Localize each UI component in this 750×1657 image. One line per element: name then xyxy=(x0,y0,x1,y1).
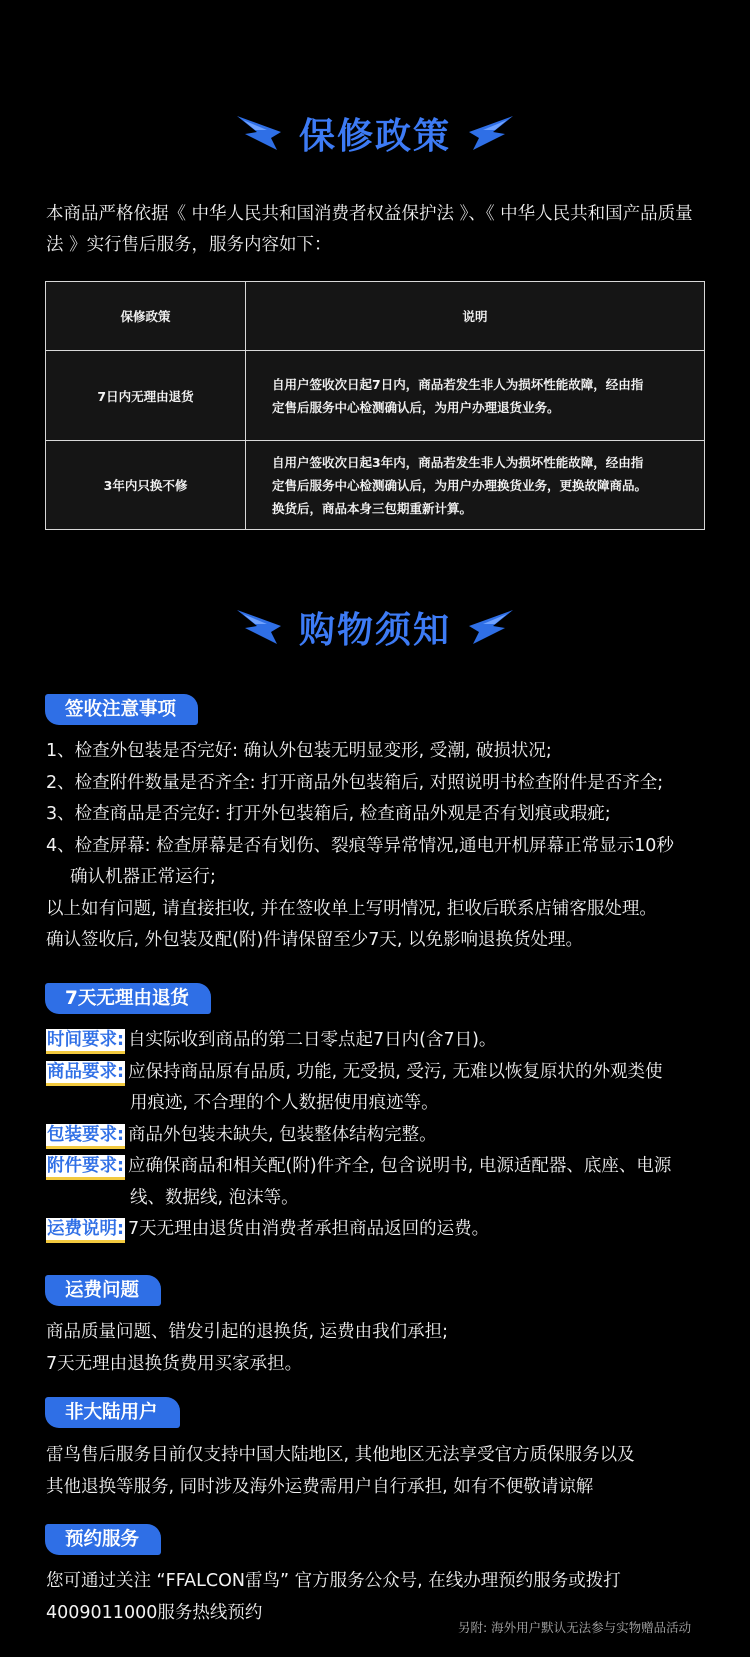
list-item: 4、检查屏幕: 检查屏幕是否有划伤、裂痕等异常情况,通电开机屏幕正常显示10秒 xyxy=(46,835,674,856)
table-cell-policy: 7日内无理由退货 xyxy=(46,351,246,441)
requirement-item xyxy=(46,1057,716,1089)
desc-line: 换货后，商品本身三包期重新计算。 xyxy=(272,500,473,516)
shopping-title: 购物须知 xyxy=(298,610,451,651)
list-item: 其他退换等服务, 同时涉及海外运费需用户自行承担, 如有不便敬请谅解 xyxy=(46,1476,594,1497)
warranty-intro: 本商品严格依据《 中华人民共和国消费者权益保护法 》、《 中华人民共和国产品质量法 》实行售后服务，服务内容如下： xyxy=(46,204,693,255)
warranty-table xyxy=(45,281,705,530)
returns-requirements xyxy=(46,1025,716,1246)
requirement-key: 商品要求: xyxy=(46,1061,125,1086)
requirement-text: 应确保商品和相关配(附)件齐全, 包含说明书, 电源适配器、底座、电源 xyxy=(128,1156,672,1176)
table-row xyxy=(46,351,705,441)
requirement-item xyxy=(46,1151,716,1183)
receipt-notes xyxy=(46,736,716,957)
table-cell-policy: 3年内只换不修 xyxy=(46,441,246,530)
list-item: 1、检查外包装是否完好: 确认外包装无明显变形, 受潮, 破损状况; xyxy=(46,741,552,761)
desc-line: 定售后服务中心检测确认后，为用户办理退货业务。 xyxy=(272,399,560,415)
list-item: 您可通过关注 “FFALCON雷鸟” 官方服务公众号, 在线办理预约服务或拨打 xyxy=(46,1571,621,1591)
requirement-item xyxy=(46,1025,716,1057)
requirement-text: 应保持商品原有品质, 功能, 无受损, 受污, 无难以恢复原状的外观类使 xyxy=(128,1061,663,1082)
list-item: 以上如有问题, 请直接拒收, 并在签收单上写明情况, 拒收后联系店铺客服处理。 xyxy=(46,898,657,919)
warranty-heading xyxy=(0,108,750,159)
requirement-key: 时间要求: xyxy=(46,1029,125,1054)
list-item: 确认签收后, 外包装及配(附)件请保留至少7天, 以免影响退换货处理。 xyxy=(46,930,584,950)
wing-right-icon xyxy=(469,116,513,152)
list-item: 3、检查商品是否完好: 打开外包装箱后, 检查商品外观是否有划痕或瑕疵; xyxy=(46,804,611,824)
desc-line: 自用户签收次日起7日内，商品若发生非人为损坏性能故障，经由指 xyxy=(272,376,644,392)
requirement-text: 自实际收到商品的第二日零点起7日内(含7日)。 xyxy=(128,1030,497,1050)
overseas-notes xyxy=(46,1440,716,1503)
requirement-cont: 线、数据线, 泡沫等。 xyxy=(130,1187,299,1208)
requirement-text: 7天无理由退货由消费者承担商品返回的运费。 xyxy=(128,1219,490,1239)
requirement-key: 附件要求: xyxy=(46,1155,125,1180)
list-item: 确认机器正常运行; xyxy=(70,867,216,887)
requirement-text: 商品外包装未缺失, 包装整体结构完整。 xyxy=(128,1124,437,1145)
wing-left-icon xyxy=(237,116,281,152)
requirement-item xyxy=(46,1120,716,1152)
shipping-notes xyxy=(46,1317,716,1380)
receipt-tag: 签收注意事项 xyxy=(45,694,198,725)
list-item: 雷鸟售后服务目前仅支持中国大陆地区, 其他地区无法享受官方质保服务以及 xyxy=(46,1445,635,1465)
booking-tag: 预约服务 xyxy=(45,1524,161,1555)
requirement-key: 包装要求: xyxy=(46,1124,125,1149)
returns-tag: 7天无理由退货 xyxy=(45,983,211,1014)
requirement-item xyxy=(46,1214,716,1246)
shopping-heading xyxy=(0,602,750,653)
table-cell-desc xyxy=(246,351,705,441)
warranty-title: 保修政策 xyxy=(298,116,451,157)
list-item: 4009011000服务热线预约 xyxy=(46,1602,263,1623)
wing-right-icon xyxy=(469,610,513,646)
wing-left-icon xyxy=(237,610,281,646)
list-item: 商品质量问题、错发引起的退换货, 运费由我们承担; xyxy=(46,1322,449,1342)
requirement-key: 运费说明: xyxy=(46,1218,125,1243)
list-item: 7天无理由退换货费用买家承担。 xyxy=(46,1353,303,1374)
requirement-cont: 用痕迹, 不合理的个人数据使用痕迹等。 xyxy=(130,1093,439,1113)
table-header-desc: 说明 xyxy=(246,282,705,351)
footnote: 另附: 海外用户默认无法参与实物赠品活动 xyxy=(458,1620,692,1635)
shipping-tag: 运费问题 xyxy=(45,1275,161,1306)
table-header-policy: 保修政策 xyxy=(46,282,246,351)
list-item: 2、检查附件数量是否齐全: 打开商品外包装箱后, 对照说明书检查附件是否齐全; xyxy=(46,772,664,793)
desc-line: 自用户签收次日起3年内，商品若发生非人为损坏性能故障，经由指 xyxy=(272,454,644,470)
desc-line: 定售后服务中心检测确认后，为用户办理换货业务，更换故障商品。 xyxy=(272,477,648,493)
overseas-tag: 非大陆用户 xyxy=(45,1397,180,1428)
table-cell-desc xyxy=(246,441,705,530)
table-row xyxy=(46,441,705,530)
table-header-row xyxy=(46,282,705,351)
